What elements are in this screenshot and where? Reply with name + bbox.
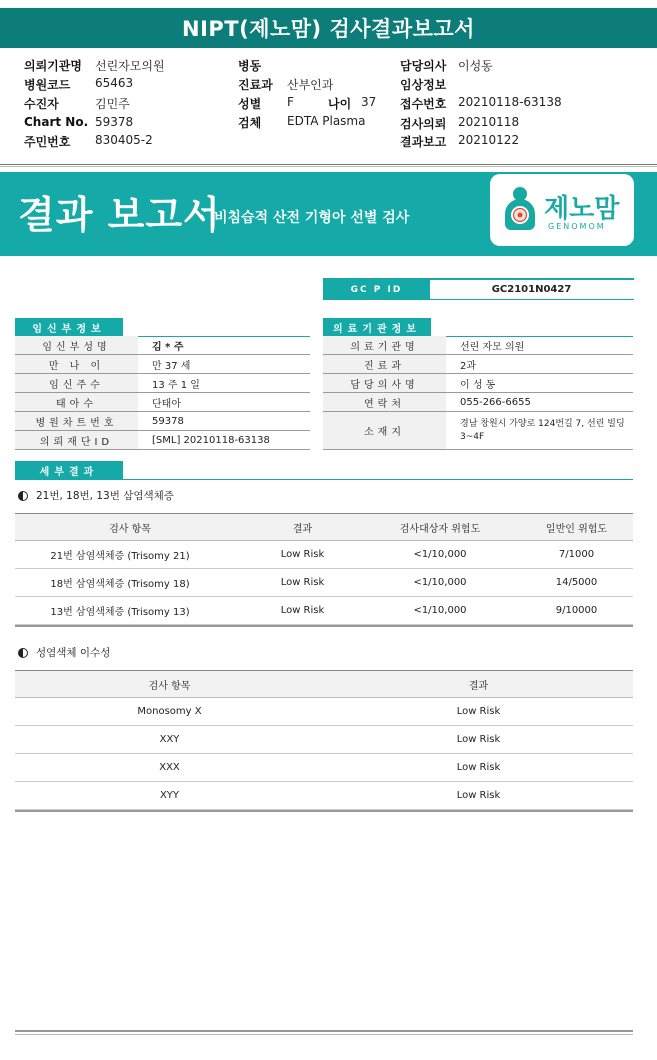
table-cell: XXX bbox=[159, 762, 180, 773]
meta-value: 이성동 bbox=[458, 59, 493, 73]
sex-chrom-heading bbox=[18, 645, 110, 660]
sex-chrom-table bbox=[15, 670, 633, 814]
table-row bbox=[15, 698, 633, 726]
footer-line bbox=[15, 1030, 633, 1032]
table-row bbox=[15, 541, 633, 569]
table-cell: <1/10,000 bbox=[413, 605, 467, 616]
info-value: 59378 bbox=[152, 415, 184, 427]
info-key: 만 나 이 bbox=[15, 355, 138, 373]
table-cell: XXY bbox=[159, 734, 180, 745]
divider bbox=[0, 166, 657, 167]
meta-label: 접수번호 bbox=[400, 97, 447, 111]
result-banner bbox=[0, 172, 657, 256]
table-cell: 21번 삼염색체증 (Trisomy 21) bbox=[50, 551, 190, 562]
info-row bbox=[15, 431, 310, 450]
meta-label: 병동 bbox=[238, 59, 262, 73]
meta-label: 담당의사 bbox=[400, 59, 447, 73]
info-value: [SML] 20210118-63138 bbox=[152, 434, 270, 446]
info-value: 경남 창원시 가양로 124번길 7, 선린 빌딩 3~4F bbox=[460, 418, 625, 442]
logo-brand-en: GENOMOM bbox=[548, 222, 606, 231]
logo-brand-text: 제노맘 bbox=[544, 194, 620, 224]
meta-label: 주민번호 bbox=[24, 135, 71, 149]
table-row bbox=[15, 569, 633, 597]
column-header: 검사 항목 bbox=[148, 680, 191, 692]
table-cell: 14/5000 bbox=[555, 577, 598, 588]
table-cell: Low Risk bbox=[280, 605, 325, 616]
meta-label: 수진자 bbox=[24, 97, 59, 111]
info-key: 연락처 bbox=[323, 393, 446, 411]
table-cell: 7/1000 bbox=[558, 549, 595, 560]
info-key: 태아수 bbox=[15, 393, 138, 411]
table-row bbox=[15, 597, 633, 625]
info-value: 김 * 주 bbox=[152, 341, 184, 353]
meta-value: 20210122 bbox=[458, 133, 520, 147]
info-row bbox=[323, 393, 633, 412]
divider bbox=[0, 164, 657, 165]
meta-label: 진료과 bbox=[238, 78, 273, 92]
trisomy-heading bbox=[18, 488, 174, 503]
info-value: 2과 bbox=[460, 360, 477, 372]
banner-subtitle: 비침습적 산전 기형아 선별 검사 bbox=[214, 210, 410, 226]
patient-info-table bbox=[15, 336, 310, 450]
institution-info-table bbox=[323, 336, 633, 450]
info-key: 소재지 bbox=[323, 412, 446, 449]
info-value: 이 성 동 bbox=[460, 379, 496, 391]
meta-value: 830405-2 bbox=[95, 133, 153, 147]
meta-value: 37 bbox=[361, 95, 377, 109]
meta-value: 산부인과 bbox=[287, 78, 334, 92]
section-line bbox=[15, 479, 633, 480]
info-key: 의료기관명 bbox=[323, 336, 446, 354]
meta-value: 59378 bbox=[95, 115, 134, 129]
meta-value: F bbox=[287, 95, 294, 109]
table-end-line bbox=[15, 810, 633, 812]
column-header: 검사 항목 bbox=[109, 523, 151, 535]
meta-label: 성별 bbox=[238, 97, 262, 111]
institution-section-tab: 의료기관정보 bbox=[323, 318, 431, 336]
info-row bbox=[15, 393, 310, 412]
info-row bbox=[323, 374, 633, 393]
report-title: NIPT(제노맘) 검사결과보고서 bbox=[182, 17, 475, 41]
table-cell: XYY bbox=[159, 790, 180, 801]
table-cell: Low Risk bbox=[456, 706, 501, 717]
info-key: 의뢰재단ID bbox=[15, 431, 138, 449]
meta-label: 검사의뢰 bbox=[400, 117, 447, 131]
info-row bbox=[323, 355, 633, 374]
info-value: 만 37 세 bbox=[152, 360, 191, 372]
genomom-logo bbox=[490, 174, 634, 246]
sex-chrom-heading-text: 성염색체 이수성 bbox=[36, 647, 111, 659]
table-cell: Low Risk bbox=[456, 734, 501, 745]
info-value: 선린 자모 의원 bbox=[460, 341, 525, 353]
table-cell: <1/10,000 bbox=[413, 577, 467, 588]
meta-label: 결과보고 bbox=[400, 135, 447, 149]
patient-section-tab: 임신부정보 bbox=[15, 318, 123, 336]
footer-line bbox=[15, 1034, 633, 1035]
meta-value: 김민주 bbox=[95, 97, 130, 111]
banner-title: 결과 보고서 bbox=[18, 193, 221, 237]
details-section-tab: 세부결과 bbox=[15, 461, 123, 479]
table-end-line bbox=[15, 625, 633, 627]
meta-value: 20210118 bbox=[458, 115, 520, 129]
info-row bbox=[15, 412, 310, 431]
table-header bbox=[15, 513, 633, 541]
column-header: 검사대상자 위험도 bbox=[399, 523, 481, 535]
meta-label: 의뢰기관명 bbox=[24, 59, 82, 73]
column-header: 결과 bbox=[468, 680, 489, 692]
column-header: 일반인 위험도 bbox=[545, 523, 608, 535]
table-cell: Low Risk bbox=[280, 549, 325, 560]
meta-value: 65463 bbox=[95, 76, 134, 90]
info-row bbox=[15, 355, 310, 374]
report-title-bar bbox=[0, 8, 657, 48]
table-cell: 9/10000 bbox=[555, 605, 598, 616]
info-row bbox=[323, 336, 633, 355]
meta-value: EDTA Plasma bbox=[287, 114, 366, 128]
table-cell: Low Risk bbox=[280, 577, 325, 588]
info-row bbox=[323, 412, 633, 450]
info-key: 담당의사명 bbox=[323, 374, 446, 392]
meta-label: Chart No. bbox=[24, 115, 89, 129]
table-cell: <1/10,000 bbox=[413, 549, 467, 560]
table-cell: 18번 삼염색체증 (Trisomy 18) bbox=[50, 579, 190, 590]
info-value: 055-266-6655 bbox=[460, 396, 531, 408]
info-row bbox=[15, 336, 310, 355]
table-cell: Monosomy X bbox=[137, 706, 202, 717]
meta-label: 검체 bbox=[238, 116, 262, 130]
info-row bbox=[15, 374, 310, 393]
half-circle-icon bbox=[18, 491, 28, 501]
table-cell: 13번 삼염색체증 (Trisomy 13) bbox=[50, 607, 190, 618]
info-key: 진료과 bbox=[323, 355, 446, 373]
meta-value: 선린자모의원 bbox=[95, 59, 165, 73]
info-key: 병원차트번호 bbox=[15, 412, 138, 430]
column-header: 결과 bbox=[292, 523, 313, 535]
table-cell: Low Risk bbox=[456, 790, 501, 801]
gcp-id-label: GC P ID bbox=[323, 280, 430, 299]
table-row bbox=[15, 754, 633, 782]
table-header bbox=[15, 670, 633, 698]
gcp-id-value: GC2101N0427 bbox=[491, 284, 572, 295]
trisomy-table bbox=[15, 513, 633, 627]
mother-baby-logo-icon bbox=[500, 184, 540, 236]
meta-label: 병원코드 bbox=[24, 78, 71, 92]
info-key: 임신부성명 bbox=[15, 336, 138, 354]
report-meta bbox=[0, 50, 657, 162]
table-row bbox=[15, 782, 633, 810]
table-cell: Low Risk bbox=[456, 762, 501, 773]
table-row bbox=[15, 726, 633, 754]
meta-value: 20210118-63138 bbox=[458, 95, 562, 109]
half-circle-icon bbox=[18, 648, 28, 658]
trisomy-heading-text: 21번, 18번, 13번 삼염색체증 bbox=[36, 490, 174, 502]
meta-label: 임상정보 bbox=[400, 78, 447, 92]
info-value: 단태아 bbox=[152, 398, 181, 410]
info-key: 임신주수 bbox=[15, 374, 138, 392]
info-value: 13 주 1 일 bbox=[152, 379, 200, 391]
gcp-id-box bbox=[323, 278, 634, 300]
meta-label: 나이 bbox=[328, 97, 352, 111]
